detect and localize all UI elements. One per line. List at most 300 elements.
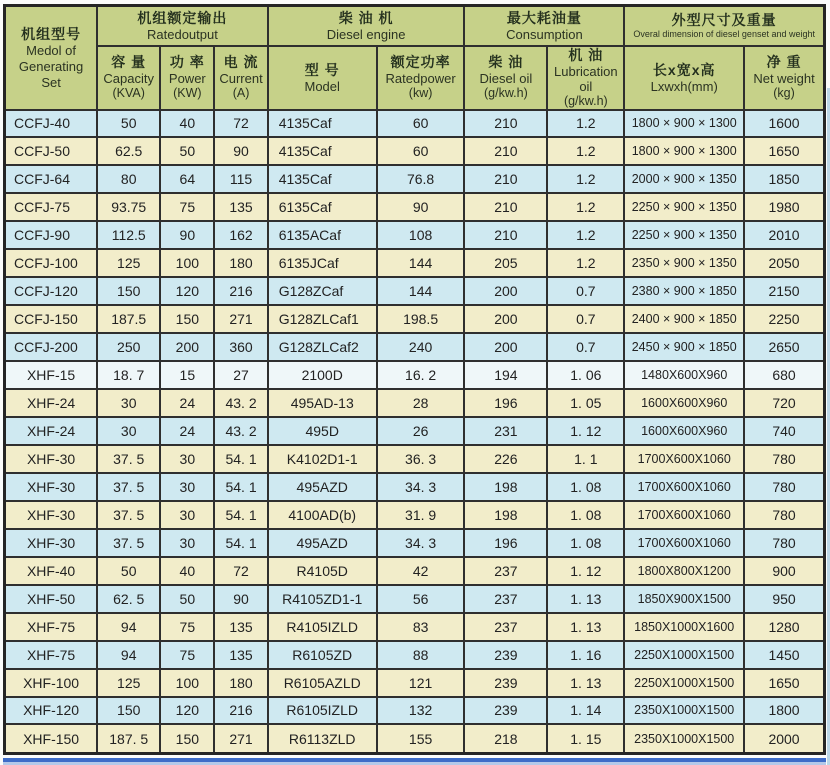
sub-header-7-en: Lxwxh(mm) [650,78,718,94]
cell-rated_power: 108 [377,221,465,249]
cell-power: 75 [160,641,214,669]
cell-power: 50 [160,585,214,613]
cell-capacity: 150 [97,697,160,725]
cell-net_weight: 2250 [744,305,824,333]
table-body [5,110,825,754]
table-row [5,641,825,669]
cell-net_weight: 900 [744,557,824,585]
cell-engine: 4135Caf [268,110,377,138]
cell-dimensions: 2400 × 900 × 1850 [624,305,744,333]
cell-diesel_oil: 231 [464,417,547,445]
table-row [5,529,825,557]
group-dimension-weight-zh: 外型尺寸及重量 [671,11,777,28]
cell-rated_power: 90 [377,193,465,221]
sub-header-4 [377,46,465,110]
cell-dimensions: 1800X800X1200 [624,557,744,585]
cell-model: XHF-15 [5,361,98,389]
cell-model: XHF-24 [5,417,98,445]
cell-dimensions: 2380 × 900 × 1850 [624,277,744,305]
cell-model: CCFJ-40 [5,110,98,138]
cell-lub_oil: 1.2 [547,137,624,165]
cell-engine: 495AD-13 [268,389,377,417]
cell-power: 64 [160,165,214,193]
cell-capacity: 50 [97,557,160,585]
cell-engine: K4102D1-1 [268,445,377,473]
sub-header-6-unit: (g/kw.h) [563,93,608,108]
cell-diesel_oil: 226 [464,445,547,473]
cell-engine: R4105D [268,557,377,585]
cell-lub_oil: 1. 13 [547,585,624,613]
cell-lub_oil: 1. 12 [547,557,624,585]
cell-net_weight: 2000 [744,724,824,753]
cell-net_weight: 2050 [744,249,824,277]
cell-engine: R4105ZD1-1 [268,585,377,613]
cell-current: 271 [214,724,267,753]
sub-header-6-en: Lubrication oil [554,63,618,94]
cell-net_weight: 1600 [744,110,824,138]
cell-current: 54. 1 [214,473,267,501]
group-ratedoutput-en: Ratedoutput [147,26,218,42]
cell-power: 150 [160,305,214,333]
sub-header-2-en: Current [219,71,263,86]
cell-rated_power: 132 [377,697,465,725]
group-diesel-engine-en: Diesel engine [326,26,406,42]
cell-diesel_oil: 194 [464,361,547,389]
sub-header-3-en: Model [304,78,340,94]
table-row [5,110,825,138]
cell-engine: 4100AD(b) [268,501,377,529]
sub-header-2 [214,46,267,110]
cell-engine: 495D [268,417,377,445]
cell-capacity: 125 [97,249,160,277]
cell-capacity: 62.5 [97,137,160,165]
cell-model: CCFJ-75 [5,193,98,221]
group-consumption-en: Consumption [506,26,583,42]
cell-rated_power: 16. 2 [377,361,465,389]
cell-lub_oil: 1. 16 [547,641,624,669]
cell-lub_oil: 1. 15 [547,724,624,753]
cell-power: 24 [160,389,214,417]
cell-model: XHF-75 [5,641,98,669]
cell-dimensions: 1600X600X960 [624,389,744,417]
cell-lub_oil: 1.2 [547,193,624,221]
sub-header-6-zh: 机 油 [568,46,604,63]
cell-capacity: 150 [97,277,160,305]
cell-power: 30 [160,445,214,473]
table-row [5,361,825,389]
cell-model: XHF-120 [5,697,98,725]
cell-lub_oil: 1. 14 [547,697,624,725]
cell-net_weight: 1800 [744,697,824,725]
cell-current: 135 [214,193,267,221]
table-row [5,165,825,193]
cell-dimensions: 2250 × 900 × 1350 [624,193,744,221]
sub-header-7-zh: 长x宽x高 [652,61,716,78]
cell-engine: R6105AZLD [268,669,377,697]
cell-capacity: 187. 5 [97,724,160,753]
cell-rated_power: 56 [377,585,465,613]
cell-dimensions: 1600X600X960 [624,417,744,445]
group-ratedoutput-zh: 机组额定输出 [137,9,228,26]
sub-header-8 [744,46,824,110]
table-row [5,557,825,585]
sub-header-1-zh: 功 率 [169,54,205,70]
cell-model: XHF-30 [5,529,98,557]
cell-current: 135 [214,613,267,641]
sub-header-2-zh: 电 流 [223,54,259,70]
cell-capacity: 30 [97,417,160,445]
table-row [5,389,825,417]
cell-engine: G128ZCaf [268,277,377,305]
cell-diesel_oil: 196 [464,529,547,557]
cell-capacity: 93.75 [97,193,160,221]
cell-rated_power: 42 [377,557,465,585]
table-row [5,305,825,333]
cell-rated_power: 31. 9 [377,501,465,529]
cell-dimensions: 2450 × 900 × 1850 [624,333,744,361]
cell-diesel_oil: 237 [464,613,547,641]
table-row [5,277,825,305]
cell-net_weight: 2150 [744,277,824,305]
cell-capacity: 94 [97,613,160,641]
sub-header-5-zh: 柴 油 [488,54,524,70]
cell-current: 43. 2 [214,389,267,417]
cell-rated_power: 76.8 [377,165,465,193]
cell-rated_power: 240 [377,333,465,361]
cell-net_weight: 1450 [744,641,824,669]
cell-current: 135 [214,641,267,669]
cell-diesel_oil: 200 [464,305,547,333]
cell-lub_oil: 1. 13 [547,613,624,641]
cell-diesel_oil: 239 [464,697,547,725]
cell-dimensions: 1700X600X1060 [624,501,744,529]
cell-current: 54. 1 [214,529,267,557]
cell-lub_oil: 1.2 [547,221,624,249]
sub-header-0-en: Capacity [103,71,154,86]
cell-engine: R6105ZD [268,641,377,669]
group-header-row [5,6,825,46]
table-row [5,501,825,529]
cell-lub_oil: 0.7 [547,305,624,333]
sub-header-7 [624,46,744,110]
sub-header-8-unit: (kg) [773,86,795,100]
cell-model: XHF-150 [5,724,98,753]
cell-power: 30 [160,473,214,501]
cell-net_weight: 1650 [744,669,824,697]
cell-lub_oil: 1. 13 [547,669,624,697]
cell-current: 27 [214,361,267,389]
cell-power: 200 [160,333,214,361]
cell-model: XHF-50 [5,585,98,613]
cell-lub_oil: 1. 06 [547,361,624,389]
sub-header-4-en: Ratedpower [385,71,456,86]
cell-lub_oil: 1. 05 [547,389,624,417]
sub-header-2-unit: (A) [232,86,250,100]
sub-header-3 [268,46,377,110]
cell-lub_oil: 1. 08 [547,529,624,557]
cell-diesel_oil: 198 [464,473,547,501]
cell-current: 180 [214,249,267,277]
cell-net_weight: 2010 [744,221,824,249]
cell-power: 100 [160,669,214,697]
cell-engine: 2100D [268,361,377,389]
cell-engine: 4135Caf [268,137,377,165]
cell-model: CCFJ-100 [5,249,98,277]
cell-power: 30 [160,529,214,557]
cell-diesel_oil: 239 [464,669,547,697]
cell-power: 75 [160,193,214,221]
cell-net_weight: 780 [744,445,824,473]
header-genset-model-zh: 机组型号 [21,25,82,42]
cell-rated_power: 121 [377,669,465,697]
header-genset-model-en-line2: Generating [18,58,84,74]
cell-capacity: 112.5 [97,221,160,249]
cell-model: XHF-40 [5,557,98,585]
cell-dimensions: 1800 × 900 × 1300 [624,137,744,165]
cell-engine: 6135ACaf [268,221,377,249]
cell-diesel_oil: 210 [464,165,547,193]
table-row [5,249,825,277]
cell-lub_oil: 1.2 [547,165,624,193]
cell-diesel_oil: 200 [464,333,547,361]
cell-lub_oil: 1.2 [547,249,624,277]
cell-dimensions: 1480X600X960 [624,361,744,389]
cell-lub_oil: 1. 1 [547,445,624,473]
cell-capacity: 37. 5 [97,473,160,501]
cell-net_weight: 680 [744,361,824,389]
cell-power: 100 [160,249,214,277]
header-group-dimension-weight [624,6,824,46]
table-row [5,613,825,641]
cell-diesel_oil: 210 [464,110,547,138]
cell-engine: G128ZLCaf1 [268,305,377,333]
cell-net_weight: 780 [744,501,824,529]
header-group-consumption [464,6,624,46]
cell-dimensions: 1850X900X1500 [624,585,744,613]
cell-lub_oil: 1. 08 [547,501,624,529]
cell-net_weight: 2650 [744,333,824,361]
sub-header-row [5,46,825,110]
table-row [5,585,825,613]
sub-header-1 [160,46,214,110]
cell-current: 115 [214,165,267,193]
cell-current: 54. 1 [214,445,267,473]
cell-dimensions: 2000 × 900 × 1350 [624,165,744,193]
cell-capacity: 94 [97,641,160,669]
cell-capacity: 18. 7 [97,361,160,389]
cell-capacity: 62. 5 [97,585,160,613]
cell-diesel_oil: 210 [464,221,547,249]
cell-power: 150 [160,724,214,753]
group-diesel-engine-zh: 柴 油 机 [338,9,394,26]
cell-current: 180 [214,669,267,697]
sub-header-6 [547,46,624,110]
cell-capacity: 30 [97,389,160,417]
cell-dimensions: 1700X600X1060 [624,473,744,501]
cell-engine: G128ZLCaf2 [268,333,377,361]
cell-rated_power: 28 [377,389,465,417]
sub-header-1-unit: (KW) [173,86,202,100]
cell-diesel_oil: 196 [464,389,547,417]
cell-capacity: 50 [97,110,160,138]
cell-engine: R4105IZLD [268,613,377,641]
table-row [5,697,825,725]
cell-current: 54. 1 [214,501,267,529]
cell-power: 120 [160,277,214,305]
cell-current: 72 [214,110,267,138]
cell-diesel_oil: 210 [464,193,547,221]
cell-engine: R6105IZLD [268,697,377,725]
cell-current: 43. 2 [214,417,267,445]
cell-power: 40 [160,557,214,585]
table-row [5,221,825,249]
header-group-diesel-engine [268,6,465,46]
cell-net_weight: 1280 [744,613,824,641]
cell-lub_oil: 1.2 [547,110,624,138]
cell-rated_power: 60 [377,110,465,138]
cell-capacity: 125 [97,669,160,697]
table-row [5,137,825,165]
sub-header-3-zh: 型 号 [304,61,340,78]
cell-current: 360 [214,333,267,361]
cell-power: 24 [160,417,214,445]
table-row [5,724,825,753]
cell-model: XHF-30 [5,501,98,529]
table-row [5,473,825,501]
cell-model: CCFJ-50 [5,137,98,165]
cell-engine: 4135Caf [268,165,377,193]
cell-model: CCFJ-200 [5,333,98,361]
header-genset-model-column [5,6,98,110]
cell-model: CCFJ-150 [5,305,98,333]
cell-power: 120 [160,697,214,725]
sub-header-8-zh: 净 重 [766,54,802,70]
cell-model: CCFJ-120 [5,277,98,305]
cell-model: XHF-100 [5,669,98,697]
cell-rated_power: 88 [377,641,465,669]
cell-engine: 495AZD [268,529,377,557]
cell-power: 90 [160,221,214,249]
cell-current: 216 [214,277,267,305]
cell-rated_power: 144 [377,277,465,305]
cell-rated_power: 198.5 [377,305,465,333]
cell-current: 216 [214,697,267,725]
cell-model: CCFJ-90 [5,221,98,249]
cell-current: 162 [214,221,267,249]
table-row [5,333,825,361]
cell-model: XHF-24 [5,389,98,417]
cell-capacity: 80 [97,165,160,193]
cell-net_weight: 740 [744,417,824,445]
cell-power: 15 [160,361,214,389]
cell-capacity: 187.5 [97,305,160,333]
cell-diesel_oil: 237 [464,585,547,613]
cell-rated_power: 34. 3 [377,473,465,501]
cell-lub_oil: 0.7 [547,333,624,361]
cell-dimensions: 1800 × 900 × 1300 [624,110,744,138]
cell-current: 72 [214,557,267,585]
cell-diesel_oil: 239 [464,641,547,669]
cell-net_weight: 780 [744,473,824,501]
cell-current: 90 [214,137,267,165]
cell-model: XHF-30 [5,445,98,473]
sub-header-0-zh: 容 量 [111,54,147,70]
sub-header-4-zh: 额定功率 [390,54,451,70]
cell-engine: 6135JCaf [268,249,377,277]
header-group-ratedoutput [97,6,268,46]
cell-dimensions: 2350X1000X1500 [624,697,744,725]
cell-rated_power: 36. 3 [377,445,465,473]
cell-lub_oil: 1. 08 [547,473,624,501]
genset-spec-table [3,4,826,755]
cell-dimensions: 2350X1000X1500 [624,724,744,753]
cell-net_weight: 780 [744,529,824,557]
sub-header-5 [464,46,547,110]
cell-dimensions: 2350 × 900 × 1350 [624,249,744,277]
cell-current: 271 [214,305,267,333]
cell-power: 75 [160,613,214,641]
cell-net_weight: 1650 [744,137,824,165]
header-genset-model-en-line3: Set [41,74,61,90]
cell-lub_oil: 1. 12 [547,417,624,445]
cell-diesel_oil: 210 [464,137,547,165]
cell-dimensions: 2250X1000X1500 [624,669,744,697]
cell-engine: R6113ZLD [268,724,377,753]
sub-header-1-en: Power [168,71,206,86]
cell-diesel_oil: 218 [464,724,547,753]
cell-rated_power: 60 [377,137,465,165]
cell-current: 90 [214,585,267,613]
cell-lub_oil: 0.7 [547,277,624,305]
sub-header-5-unit: (g/kw.h) [483,86,528,100]
cell-diesel_oil: 198 [464,501,547,529]
cell-diesel_oil: 237 [464,557,547,585]
sub-header-8-en: Net weight [753,71,815,86]
cell-dimensions: 2250X1000X1500 [624,641,744,669]
sub-header-4-unit: (kw) [408,86,433,100]
cell-rated_power: 34. 3 [377,529,465,557]
cell-dimensions: 1700X600X1060 [624,445,744,473]
cell-net_weight: 720 [744,389,824,417]
group-consumption-zh: 最大耗油量 [506,9,582,26]
cell-model: CCFJ-64 [5,165,98,193]
cell-net_weight: 950 [744,585,824,613]
table-row [5,445,825,473]
cell-rated_power: 26 [377,417,465,445]
sub-header-0-unit: (KVA) [112,86,145,100]
cell-dimensions: 2250 × 900 × 1350 [624,221,744,249]
table-row [5,669,825,697]
cell-diesel_oil: 200 [464,277,547,305]
table-header [5,6,825,110]
table-row [5,193,825,221]
cell-dimensions: 1700X600X1060 [624,529,744,557]
cell-model: XHF-75 [5,613,98,641]
sub-header-5-en: Diesel oil [479,71,533,86]
cell-capacity: 250 [97,333,160,361]
cell-dimensions: 1850X1000X1600 [624,613,744,641]
group-dimension-weight-en: Overal dimension of diesel genset and weight [633,28,815,39]
cell-power: 30 [160,501,214,529]
cell-net_weight: 1850 [744,165,824,193]
cell-capacity: 37. 5 [97,501,160,529]
cell-rated_power: 83 [377,613,465,641]
cell-net_weight: 1980 [744,193,824,221]
cell-capacity: 37. 5 [97,529,160,557]
cell-power: 40 [160,110,214,138]
cell-diesel_oil: 205 [464,249,547,277]
cell-rated_power: 144 [377,249,465,277]
